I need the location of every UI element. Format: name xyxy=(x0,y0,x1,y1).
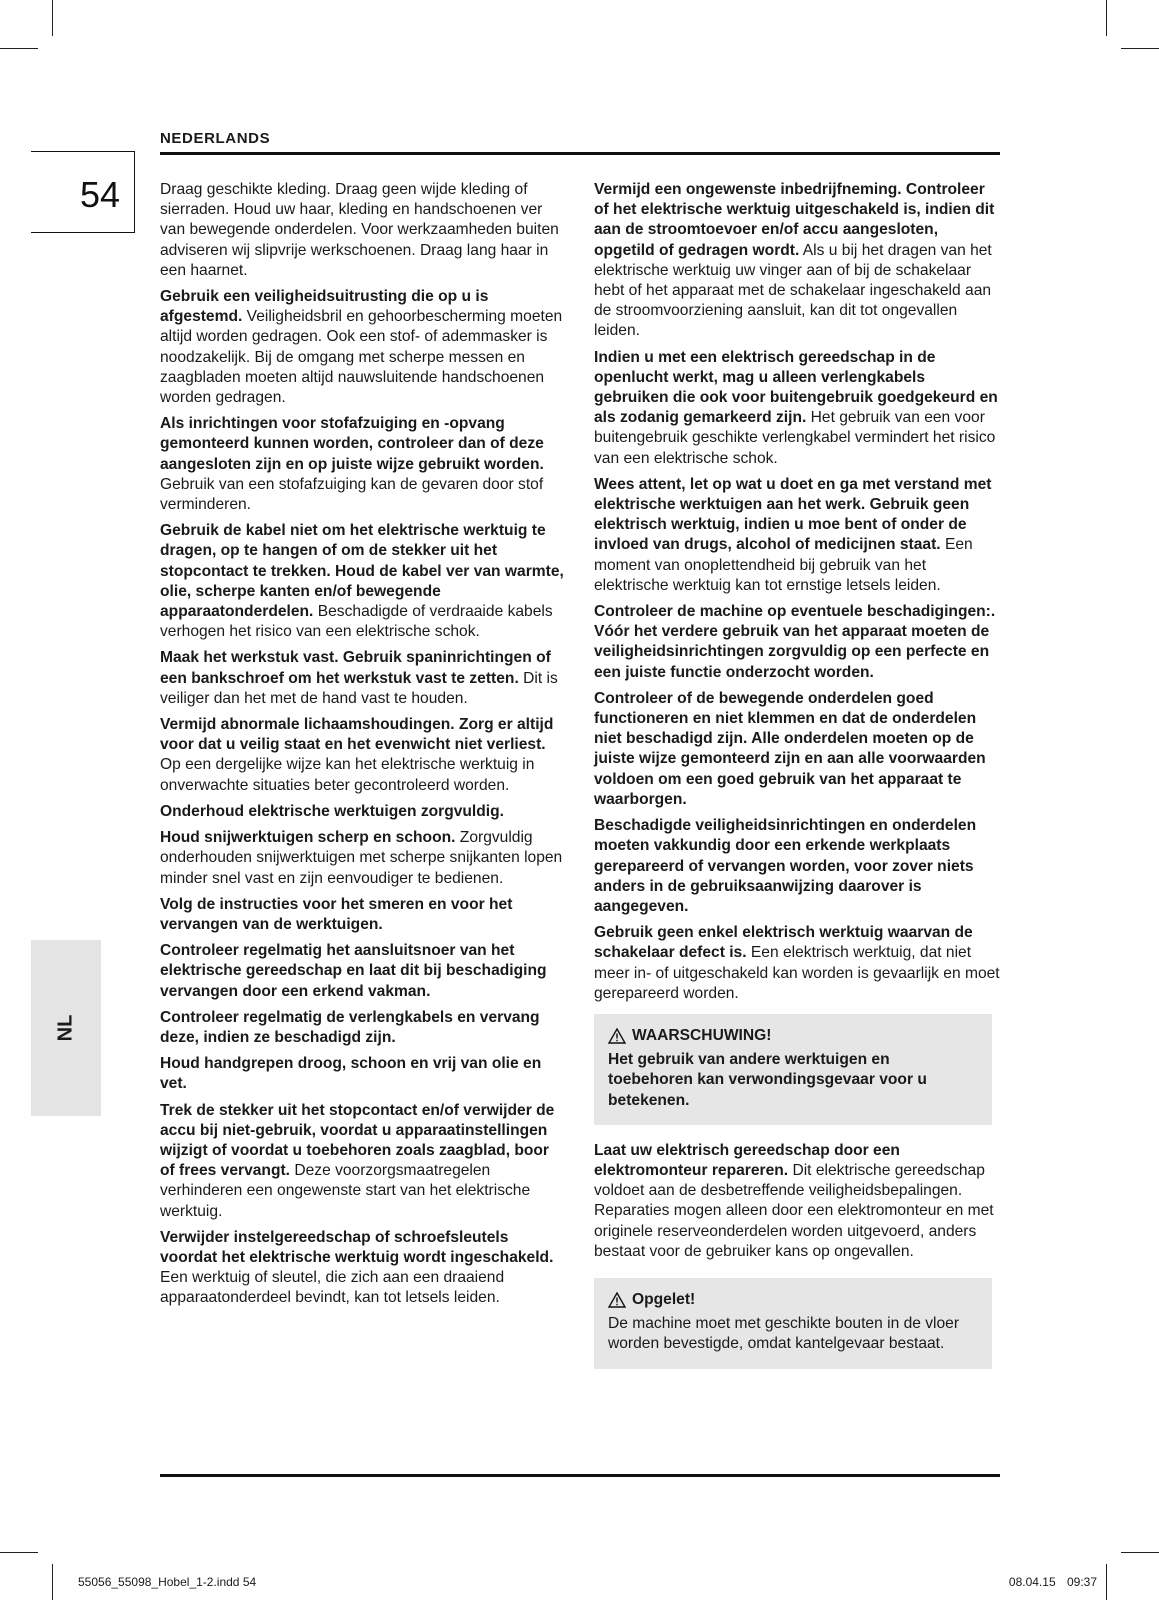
paragraph-bold: Controleer of de bewegende onderdelen goed functioneren en niet klemmen en dat de onderdelen niet beschadigd zijn. Alle onderdelen moeten op de juiste wijze gemonteerd zijn en aan alle voorwaarden voldoen om een goed gebruik van het apparaat te waarborgen. xyxy=(594,689,986,808)
paragraph xyxy=(160,521,568,642)
repair-bold: Laat uw elektrisch gereedschap door een elektromonteur repareren. xyxy=(594,1141,900,1179)
crop-mark xyxy=(1121,1552,1159,1553)
paragraph xyxy=(160,941,568,1002)
caution-text: De machine moet met geschikte bouten in de vloer worden bevestigde, omdat kantelgevaar bestaat. xyxy=(608,1315,960,1353)
right-column xyxy=(594,180,1002,1385)
paragraph xyxy=(160,180,568,281)
paragraph-text: Deze voorzorgsmaatregelen verhinderen een ongewenste start van het elektrische werktuig. xyxy=(160,1162,531,1220)
paragraph-bold: Gebruik de kabel niet om het elektrische werktuig te dragen, op te hangen of om de stekker uit het stopcontact te trekken. Houd de kabel ver van warmte, olie, scherpe kanten en/of bewegende apparaatonderdelen. xyxy=(160,522,564,621)
page-number-box xyxy=(31,151,135,233)
paragraph-text: Beschadigde of verdraaide kabels verhogen het risico van een elektrische schok. xyxy=(160,603,553,641)
paragraph xyxy=(160,1101,568,1222)
paragraph-text: Draag geschikte kleding. Draag geen wijde kleding of sierraden. Houd uw haar, kleding en handschoenen ver van bewegende onderdelen. Voor werkzaamheden buiten adviseren wij slipvrije werkschoenen. Draag lang haar in een haarnet. xyxy=(160,181,559,279)
paragraph-bold: Indien u met een elektrisch gereedschap in de openlucht werkt, mag u alleen verlengkabels gebruiken die ook voor buitengebruik goedgekeurd en als zodanig gemarkeerd zijn. xyxy=(594,348,998,427)
crop-mark xyxy=(1106,1564,1107,1600)
left-column xyxy=(160,180,568,1315)
paragraph-bold: Houd snijwerktuigen scherp en schoon. xyxy=(160,829,456,847)
paragraph-text: Zorgvuldig onderhouden snijwerktuigen met scherpe snijkanten lopen minder snel vast en zijn eenvoudiger te bedienen. xyxy=(160,829,563,887)
paragraph xyxy=(594,923,1002,1004)
paragraph-bold: Als inrichtingen voor stofafzuiging en -opvang gemonteerd kunnen worden, controleer dan of deze aangesloten zijn en op juiste wijze gebruikt worden. xyxy=(160,415,544,473)
warning-text: Het gebruik van andere werktuigen en toebehoren kan verwondingsgevaar voor u betekenen. xyxy=(608,1051,927,1109)
slug-date: 08.04.15 xyxy=(1008,1575,1056,1589)
slug-time: 09:37 xyxy=(1066,1575,1097,1589)
warning-title: WAARSCHUWING! xyxy=(632,1026,772,1044)
paragraph xyxy=(160,895,568,935)
paragraph xyxy=(160,414,568,515)
paragraph-text: Een werktuig of sleutel, die zich aan een draaiend apparaatonderdeel bevindt, kan tot letsels leiden. xyxy=(160,1269,505,1307)
crop-mark xyxy=(0,48,38,49)
paragraph-bold: Wees attent, let op wat u doet en ga met verstand met elektrische werktuigen aan het werk. Gebruik geen elektrisch werktuig, indien u moe bent of onder de invloed van drugs, alcohol of medicijnen staat. xyxy=(594,475,992,554)
paragraph-bold: Houd handgrepen droog, schoon en vrij van olie en vet. xyxy=(160,1055,542,1093)
section-language-label: NEDERLANDS xyxy=(160,130,271,147)
paragraph xyxy=(594,475,1002,596)
paragraph-text: Op een dergelijke wijze kan het elektrische werktuig in onverwachte situaties beter gecontroleerd worden. xyxy=(160,756,535,794)
paragraph-text: Een moment van onoplettendheid bij gebruik van het elektrische werktuig kan tot ernstige letsels leiden. xyxy=(594,536,973,594)
crop-mark xyxy=(1121,48,1159,49)
warning-box xyxy=(594,1014,992,1125)
paragraph xyxy=(160,1228,568,1309)
paragraph-text: Het gebruik van een voor buitengebruik geschikte verlengkabel vermindert het risico van een elektrische schok. xyxy=(594,409,996,467)
page-number: 54 xyxy=(79,174,120,215)
paragraph-text: Veiligheidsbril en gehoorbescherming moeten altijd worden gedragen. Ook een stof- of ademmasker is noodzakelijk. Bij de omgang met scherpe messen en zaagbladen moeten altijd nauwsluitende handschoenen worden gedragen. xyxy=(160,308,563,407)
crop-mark xyxy=(0,1552,38,1553)
paragraph-bold: Gebruik een veiligheidsuitrusting die op u is afgestemd. xyxy=(160,288,489,326)
language-tab xyxy=(31,940,101,1116)
paragraph xyxy=(594,348,1002,469)
language-tab-label: NL xyxy=(54,1014,77,1042)
paragraph-text: Een elektrisch werktuig, dat niet meer in- of uitgeschakeld kan worden is gevaarlijk en moet gerepareerd worden. xyxy=(594,944,1000,1002)
paragraph xyxy=(160,715,568,796)
warning-triangle-icon xyxy=(608,1028,626,1044)
paragraph-bold: Trek de stekker uit het stopcontact en/of verwijder de accu bij niet-gebruik, voordat u apparaatinstellingen wijzigt of voordat u toebehoren zoals zaagblad, boor of frees vervangt. xyxy=(160,1101,555,1180)
paragraph xyxy=(594,602,1002,683)
paragraph xyxy=(160,1008,568,1048)
file-slug: 55056_55098_Hobel_1-2.indd 54 xyxy=(78,1575,257,1589)
paragraph-bold: Controleer de machine op eventuele beschadigingen:. Vóór het verdere gebruik van het apparaat moeten de veiligheidsinrichtingen zorgvuldig op een perfecte en een juiste functie onderzocht worden. xyxy=(594,603,996,681)
paragraph-bold: Volg de instructies voor het smeren en voor het vervangen van de werktuigen. xyxy=(160,895,513,933)
paragraph xyxy=(594,816,1002,917)
date-slug xyxy=(1009,1575,1097,1589)
paragraph-bold: Vermijd een ongewenste inbedrijfneming. Controleer of het elektrische werktuig uitgeschakeld is, indien dit aan de stroomtoevoer en/of accu aangesloten, opgetild of gedragen wordt. xyxy=(594,181,995,259)
caution-box xyxy=(594,1278,992,1369)
paragraph xyxy=(160,648,568,709)
paragraph-bold: Verwijder instelgereedschap of schroefsleutels voordat het elektrische werktuig wordt ingeschakeld. xyxy=(160,1228,554,1266)
paragraph-text: Gebruik van een stofafzuiging kan de gevaren door stof verminderen. xyxy=(160,475,544,514)
paragraph-text: Als u bij het dragen van het elektrische werktuig uw vinger aan of bij de schakelaar hebt of het apparaat met de schakelaar ingeschakeld aan de stroomvoorziening aansluit, kan dit tot ongevallen leiden. xyxy=(594,241,992,340)
paragraph xyxy=(160,828,568,889)
paragraph xyxy=(594,689,1002,810)
paragraph-text: Dit is veiliger dan het met de hand vast te houden. xyxy=(160,669,558,707)
repair-text: Dit elektrische gereedschap voldoet aan de desbetreffende veiligheidsbepalingen. Reparaties mogen alleen door een elektromonteur en met originele reserveonderdelen worden uitgevoerd, anders bestaat voor de gebruiker kans op ongevallen. xyxy=(594,1161,994,1260)
paragraph-bold: Controleer regelmatig de verlengkabels en vervang deze, indien ze beschadigd zijn. xyxy=(160,1008,540,1046)
caution-title: Opgelet! xyxy=(632,1290,696,1308)
right-column-paragraphs xyxy=(594,180,1002,1004)
warning-triangle-icon xyxy=(608,1292,626,1308)
paragraph-bold: Onderhoud elektrische werktuigen zorgvuldig. xyxy=(160,802,504,820)
paragraph xyxy=(160,287,568,408)
crop-mark xyxy=(1106,0,1107,36)
header-rule xyxy=(160,152,1000,155)
paragraph-bold: Beschadigde veiligheidsinrichtingen en onderdelen moeten vakkundig door een erkende werkplaats gerepareerd of vervangen worden, voor zover niets anders in de gebruiksaanwijzing daarover is aangegeven. xyxy=(594,817,977,915)
paragraph xyxy=(160,802,568,822)
footer-rule xyxy=(160,1474,1000,1477)
paragraph-bold: Gebruik geen enkel elektrisch werktuig waarvan de schakelaar defect is. xyxy=(594,924,973,962)
warning-header xyxy=(608,1026,978,1046)
caution-header xyxy=(608,1290,978,1310)
paragraph xyxy=(594,180,1002,342)
paragraph-bold: Maak het werkstuk vast. Gebruik spaninrichtingen of een bankschroef om het werkstuk vast te zetten. xyxy=(160,649,551,687)
crop-mark xyxy=(52,0,53,36)
repair-paragraph xyxy=(594,1141,1002,1262)
crop-mark xyxy=(52,1564,53,1600)
paragraph-bold: Controleer regelmatig het aansluitsnoer van het elektrische gereedschap en laat dit bij beschadiging vervangen door een erkend vakman. xyxy=(160,942,547,1000)
paragraph-bold: Vermijd abnormale lichaamshoudingen. Zorg er altijd voor dat u veilig staat en het evenwicht niet verliest. xyxy=(160,716,554,754)
paragraph xyxy=(160,1054,568,1094)
